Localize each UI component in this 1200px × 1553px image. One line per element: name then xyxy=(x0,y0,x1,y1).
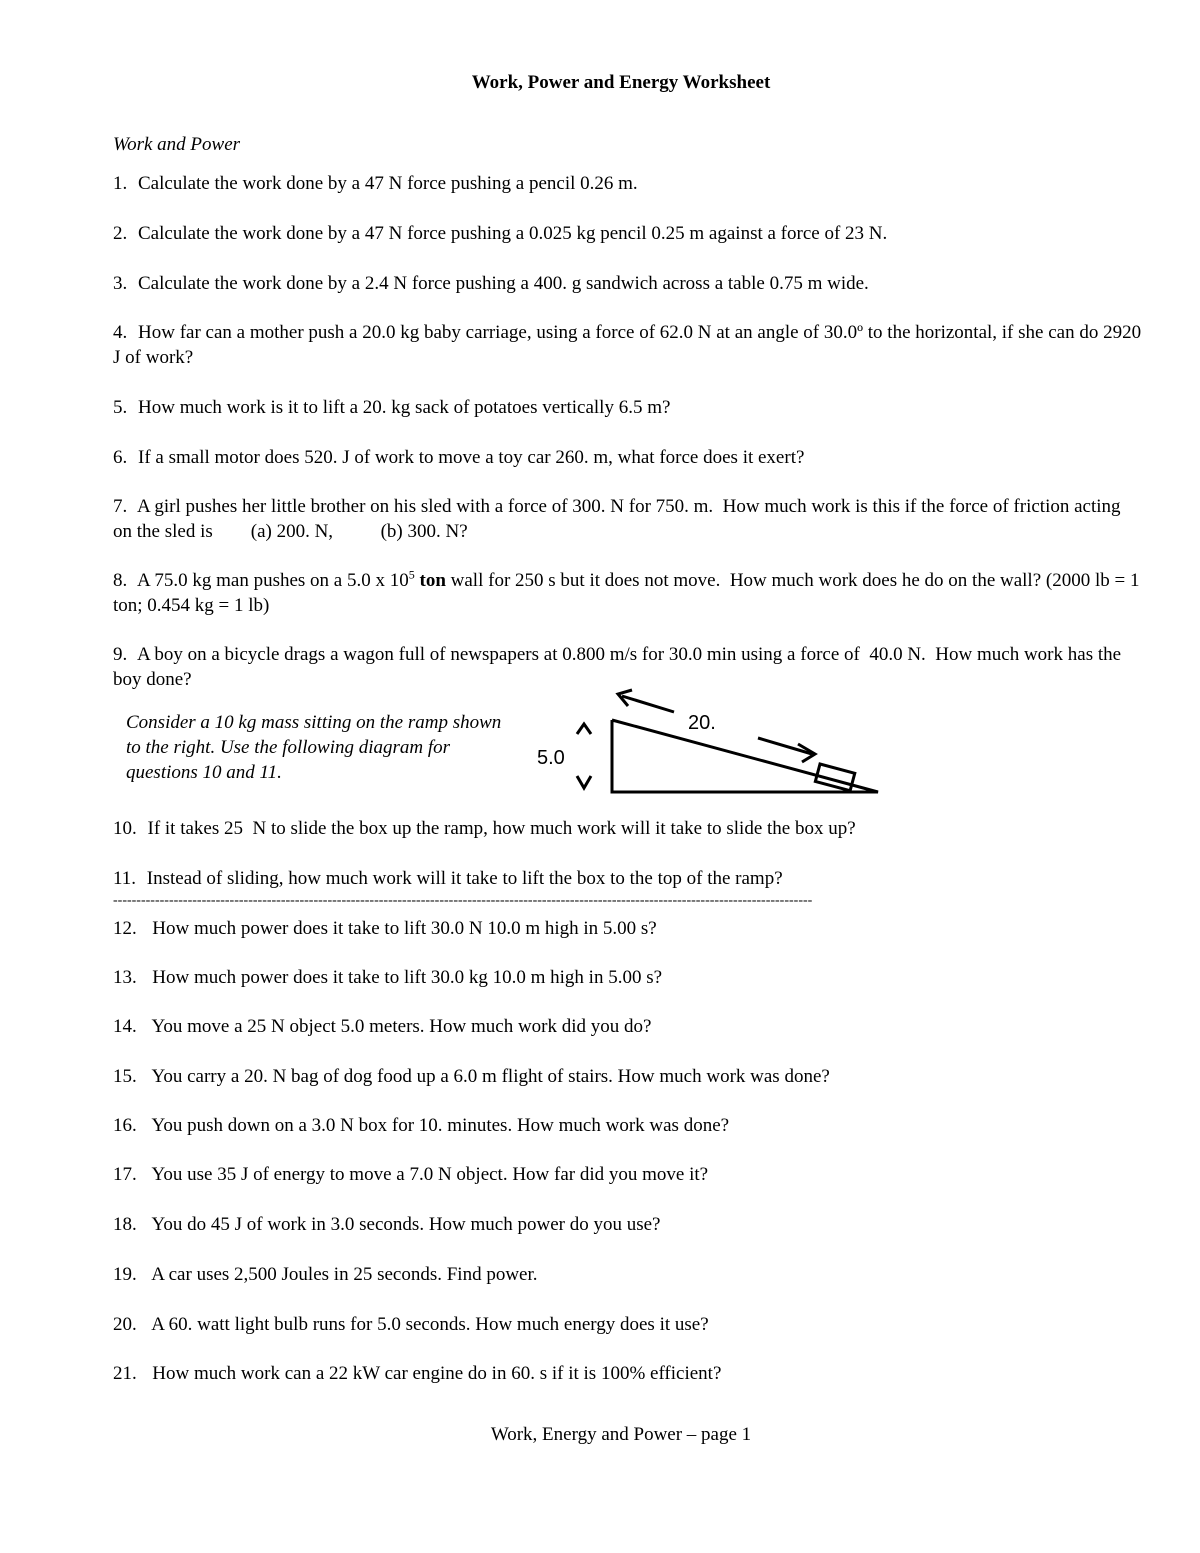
question-21: 21. How much work can a 22 kW car engine do in 60. s if it is 100% efficient? xyxy=(113,1363,722,1384)
question-7-part-a: (a) 200. N, xyxy=(250,521,334,542)
question-10: 10. If it takes 25 N to slide the box up the ramp, how much work will it take to slide the box up? xyxy=(113,818,856,839)
question-11: 11. Instead of sliding, how much work will it take to lift the box to the top of the ramp? xyxy=(113,868,783,889)
ramp-diagram xyxy=(530,680,890,800)
question-9: 9. A boy on a bicycle drags a wagon full of newspapers at 0.800 m/s for 30.0 min using a force of 40.0 N. How much work has the boy done? xyxy=(113,644,1126,690)
height-arrow-up xyxy=(577,724,591,734)
question-5: 5. How much work is it to lift a 20. kg sack of potatoes vertically 6.5 m? xyxy=(113,397,671,418)
question-20: 20. A 60. watt light bulb runs for 5.0 seconds. How much energy does it use? xyxy=(113,1314,709,1335)
question-19: 19. A car uses 2,500 Joules in 25 seconds. Find power. xyxy=(113,1264,538,1285)
question-12: 12. How much power does it take to lift 30.0 N 10.0 m high in 5.00 s? xyxy=(113,918,657,939)
question-8: 8. A 75.0 kg man pushes on a 5.0 x $10^5$ ton wall for 250 s but it does not move. How much work does he do on the wall? (2000 lb = 1 ton; 0.454 kg = 1 lb) xyxy=(113,567,1145,616)
ramp-triangle xyxy=(612,720,878,792)
question-7-part-b: (b) 300. N? xyxy=(380,521,468,542)
page-footer: Work, Energy and Power – page 1 xyxy=(490,1424,752,1445)
question-2: 2. Calculate the work done by a 47 N force pushing a 0.025 kg pencil 0.25 m against a force of 23 N. xyxy=(113,223,888,244)
diagram-note: Consider a 10 kg mass sitting on the ramp shown to the right. Use the following diagram for questions 10 and 11. xyxy=(126,712,502,783)
section-heading: Work and Power xyxy=(113,134,241,155)
ramp-height-label: 5.0 xyxy=(537,747,565,769)
question-4: 4. How far can a mother push a 20.0 kg baby carriage, using a force of 62.0 N at an angle of 30.0º to the horizontal, if she can do 2920 J of work? xyxy=(113,322,1146,368)
question-18: 18. You do 45 J of work in 3.0 seconds. How much power do you use? xyxy=(113,1214,661,1235)
question-14: 14. You move a 25 N object 5.0 meters. How much work did you do? xyxy=(113,1016,652,1037)
worksheet-title: Work, Power and Energy Worksheet xyxy=(471,72,771,93)
question-6: 6. If a small motor does 520. J of work to move a toy car 260. m, what force does it exert? xyxy=(113,447,805,468)
ramp-length-label: 20. xyxy=(688,712,716,734)
section-divider: ------------------------------------------------------------------------------------------------------------------------------------------------------ xyxy=(113,893,813,908)
question-1: 1. Calculate the work done by a 47 N force pushing a pencil 0.26 m. xyxy=(113,173,638,194)
question-17: 17. You use 35 J of energy to move a 7.0 N object. How far did you move it? xyxy=(113,1164,709,1185)
question-7: 7. A girl pushes her little brother on his sled with a force of 300. N for 750. m. How much work is this if the force of friction acting on the sled is (a) 200. N, (b) 300. N? xyxy=(113,496,1126,542)
question-16: 16. You push down on a 3.0 N box for 10. minutes. How much work was done? xyxy=(113,1115,730,1136)
question-13: 13. How much power does it take to lift 30.0 kg 10.0 m high in 5.00 s? xyxy=(113,967,663,988)
arrow-up-ramp-shaft xyxy=(622,696,674,712)
height-arrow-down xyxy=(577,776,591,788)
question-3: 3. Calculate the work done by a 2.4 N force pushing a 400. g sandwich across a table 0.75 m wide. xyxy=(113,273,869,294)
question-15: 15. You carry a 20. N bag of dog food up a 6.0 m flight of stairs. How much work was done? xyxy=(113,1066,830,1087)
